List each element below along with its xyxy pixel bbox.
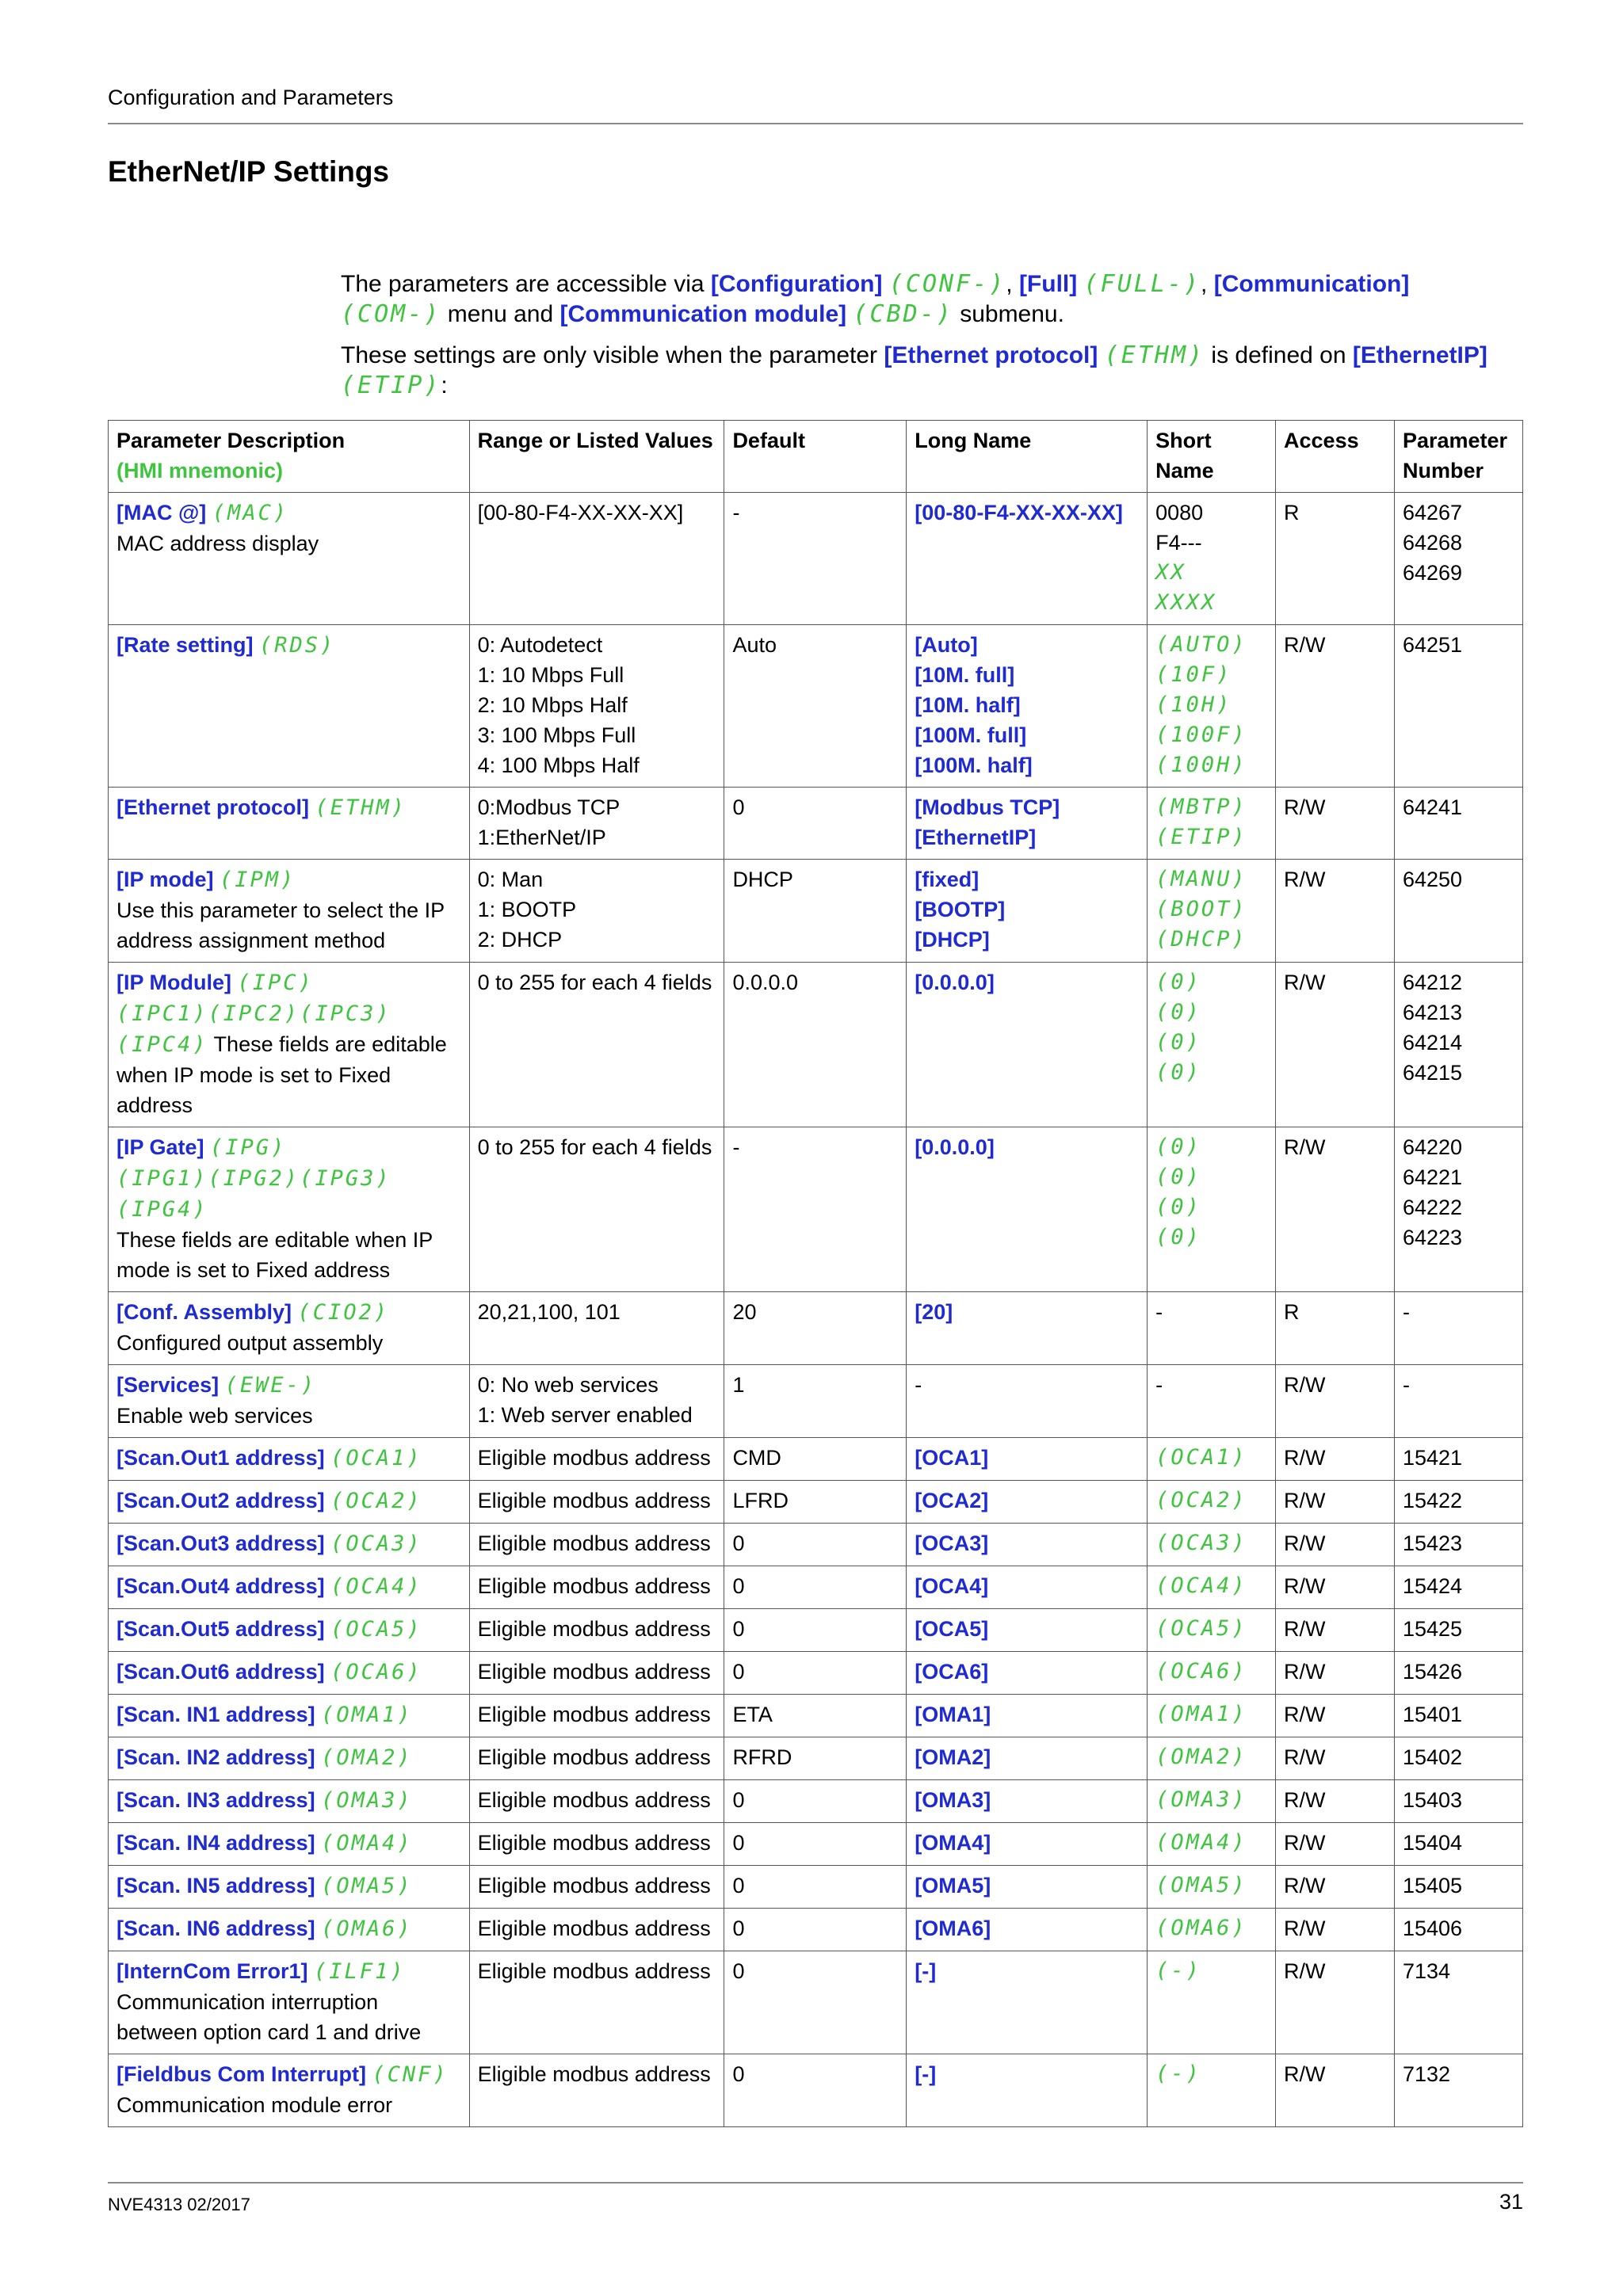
cell-parameter-number: 15406 xyxy=(1394,1909,1522,1951)
cell-long-name: [OMA1] xyxy=(907,1695,1148,1737)
cell-description xyxy=(109,860,470,963)
cell-short-name xyxy=(1148,1127,1276,1292)
hmi-code-ethm: (ETHM) xyxy=(1104,341,1205,369)
cell-short-name xyxy=(1148,493,1276,625)
short-name-hmi: (OCA1) xyxy=(1155,1445,1247,1470)
cell-long-name: [OCA2] xyxy=(907,1481,1148,1524)
intro-text-run: menu and xyxy=(441,301,560,327)
header-hmi-mnemonic: (HMI mnemonic) xyxy=(116,459,284,482)
cell-range: 20,21,100, 101 xyxy=(469,1292,724,1365)
cell-short-name xyxy=(1148,1481,1276,1524)
cell-long-name: [0.0.0.0] xyxy=(907,963,1148,1127)
cell-access: R/W xyxy=(1276,1127,1395,1292)
cell-description xyxy=(109,1823,470,1866)
cell-long-name: [OCA5] xyxy=(907,1609,1148,1652)
cell-default: - xyxy=(724,493,907,625)
cell-access: R/W xyxy=(1276,1438,1395,1481)
param-long-name: [Scan. IN6 address] xyxy=(116,1917,315,1940)
cell-long-name: [OMA2] xyxy=(907,1737,1148,1780)
param-hmi-code: (CNF) xyxy=(372,2062,449,2087)
menu-ref-communication: [Communication] xyxy=(1213,271,1410,297)
hmi-code-com: (COM-) xyxy=(341,300,441,328)
param-long-name: [Scan.Out3 address] xyxy=(116,1531,325,1555)
footer-document-reference: NVE4313 02/2017 xyxy=(108,2195,250,2214)
param-ref-ethernet-protocol: [Ethernet protocol] xyxy=(884,342,1098,368)
cell-range: Eligible modbus address xyxy=(469,1566,724,1609)
cell-access: R/W xyxy=(1276,1566,1395,1609)
param-hmi-code-fields: (IPG1)(IPG2)(IPG3) xyxy=(116,1166,391,1191)
intro-paragraph-access xyxy=(341,269,1514,330)
param-hmi-code: (OCA3) xyxy=(330,1531,422,1556)
short-name-plain: - xyxy=(1155,1300,1163,1324)
hmi-code-conf: (CONF-) xyxy=(888,270,1006,298)
cell-range: 0: Man 1: BOOTP 2: DHCP xyxy=(469,860,724,963)
hmi-code-full: (FULL-) xyxy=(1083,270,1201,298)
cell-access: R/W xyxy=(1276,1823,1395,1866)
short-name-plain: 0080 F4--- xyxy=(1155,501,1204,555)
cell-range: Eligible modbus address xyxy=(469,1951,724,2054)
cell-default: 1 xyxy=(724,1365,907,1438)
header-description: Parameter Description (HMI mnemonic) xyxy=(109,421,470,493)
cell-default: 0 xyxy=(724,1524,907,1566)
intro-text-run: , xyxy=(1006,271,1019,297)
cell-description xyxy=(109,1481,470,1524)
cell-access: R/W xyxy=(1276,1365,1395,1438)
param-hmi-code-fields: (IPG4) xyxy=(116,1197,208,1222)
table-row xyxy=(109,2054,1523,2127)
short-name-hmi: (MANU) (BOOT) (DHCP) xyxy=(1155,867,1247,952)
cell-description xyxy=(109,963,470,1127)
page-header-section: Configuration and Parameters xyxy=(108,86,394,109)
table-row xyxy=(109,963,1523,1127)
cell-description xyxy=(109,1524,470,1566)
cell-access: R/W xyxy=(1276,1951,1395,2054)
cell-parameter-number: 7132 xyxy=(1394,2054,1522,2127)
param-long-name: [Scan.Out5 address] xyxy=(116,1617,325,1641)
param-long-name: [Scan. IN3 address] xyxy=(116,1788,315,1812)
param-long-name: [Fieldbus Com Interrupt] xyxy=(116,2062,366,2086)
cell-access: R/W xyxy=(1276,1524,1395,1566)
param-description: MAC address display xyxy=(116,532,319,555)
cell-parameter-number: 15426 xyxy=(1394,1652,1522,1695)
cell-long-name: [OMA4] xyxy=(907,1823,1148,1866)
intro-paragraph-visibility xyxy=(341,341,1514,401)
cell-long-name: [20] xyxy=(907,1292,1148,1365)
cell-short-name xyxy=(1148,625,1276,788)
table-row xyxy=(109,1481,1523,1524)
cell-short-name xyxy=(1148,1695,1276,1737)
cell-default: 0 xyxy=(724,788,907,860)
param-hmi-code: (MAC) xyxy=(212,501,289,525)
table-header-row xyxy=(109,421,1523,493)
param-description: These fields are editable when IP mode is set to Fixed address xyxy=(116,1228,433,1282)
table-row xyxy=(109,1737,1523,1780)
cell-access: R/W xyxy=(1276,1909,1395,1951)
cell-parameter-number: 15421 xyxy=(1394,1438,1522,1481)
param-long-name: [Rate setting] xyxy=(116,633,254,657)
cell-short-name xyxy=(1148,1951,1276,2054)
cell-long-name: [00-80-F4-XX-XX-XX] xyxy=(907,493,1148,625)
cell-long-name: [OMA3] xyxy=(907,1780,1148,1823)
param-description: Communication interruption between option card 1 and drive xyxy=(116,1990,422,2044)
cell-parameter-number: 7134 xyxy=(1394,1951,1522,2054)
short-name-hmi: (MBTP) (ETIP) xyxy=(1155,795,1247,849)
cell-long-name: [OMA6] xyxy=(907,1909,1148,1951)
param-long-name: [MAC @] xyxy=(116,501,207,524)
table-row xyxy=(109,1951,1523,2054)
cell-short-name xyxy=(1148,1438,1276,1481)
cell-description xyxy=(109,1780,470,1823)
cell-default: 0 xyxy=(724,1951,907,2054)
cell-range: Eligible modbus address xyxy=(469,1866,724,1909)
cell-default: ETA xyxy=(724,1695,907,1737)
cell-parameter-number: 64212 64213 64214 64215 xyxy=(1394,963,1522,1127)
cell-access: R xyxy=(1276,1292,1395,1365)
cell-default: 0 xyxy=(724,1652,907,1695)
table-row xyxy=(109,1652,1523,1695)
cell-short-name xyxy=(1148,1737,1276,1780)
param-long-name: [Scan. IN5 address] xyxy=(116,1874,315,1897)
param-long-name: [Scan.Out1 address] xyxy=(116,1446,325,1470)
cell-default: 0 xyxy=(724,1866,907,1909)
param-hmi-code: (ETHM) xyxy=(315,795,407,820)
table-row xyxy=(109,1292,1523,1365)
param-hmi-code: (EWE-) xyxy=(224,1373,317,1398)
menu-ref-communication-module: [Communication module] xyxy=(559,301,847,327)
cell-description xyxy=(109,1292,470,1365)
cell-default: RFRD xyxy=(724,1737,907,1780)
short-name-hmi: (OMA6) xyxy=(1155,1916,1247,1940)
short-name-hmi: (OMA1) xyxy=(1155,1702,1247,1726)
page-title: EtherNet/IP Settings xyxy=(108,155,390,188)
cell-parameter-number: 64251 xyxy=(1394,625,1522,788)
short-name-plain: - xyxy=(1155,1373,1163,1397)
param-hmi-code: (OMA5) xyxy=(321,1874,413,1898)
short-name-hmi: (OMA3) xyxy=(1155,1787,1247,1812)
table-row xyxy=(109,1609,1523,1652)
header-long-name: Long Name xyxy=(907,421,1148,493)
cell-description xyxy=(109,1566,470,1609)
cell-short-name xyxy=(1148,1866,1276,1909)
param-hmi-code: (IPG) xyxy=(210,1135,287,1160)
cell-description xyxy=(109,1365,470,1438)
cell-description xyxy=(109,1652,470,1695)
param-description: Enable web services xyxy=(116,1404,313,1428)
table-row xyxy=(109,1566,1523,1609)
table-row xyxy=(109,1127,1523,1292)
param-hmi-code: (CIO2) xyxy=(297,1300,390,1325)
param-hmi-code: (OMA4) xyxy=(321,1831,413,1855)
cell-short-name xyxy=(1148,1823,1276,1866)
cell-parameter-number: 15403 xyxy=(1394,1780,1522,1823)
param-hmi-code: (OMA3) xyxy=(321,1788,413,1813)
cell-range: Eligible modbus address xyxy=(469,1909,724,1951)
intro-text-run: is defined on xyxy=(1205,342,1353,368)
short-name-hmi: (0) (0) (0) (0) xyxy=(1155,970,1201,1085)
cell-description xyxy=(109,1695,470,1737)
param-long-name: [IP Module] xyxy=(116,971,231,994)
cell-default: LFRD xyxy=(724,1481,907,1524)
param-description: Communication module error xyxy=(116,2093,393,2117)
short-name-hmi: (OCA4) xyxy=(1155,1573,1247,1598)
cell-description xyxy=(109,2054,470,2127)
param-long-name: [Services] xyxy=(116,1373,220,1397)
cell-access: R/W xyxy=(1276,1609,1395,1652)
param-hmi-code: (OCA1) xyxy=(330,1446,422,1470)
footer-page-number: 31 xyxy=(1499,2190,1523,2214)
cell-description xyxy=(109,1866,470,1909)
cell-description xyxy=(109,625,470,788)
cell-default: 0 xyxy=(724,1609,907,1652)
cell-parameter-number: 15423 xyxy=(1394,1524,1522,1566)
cell-parameter-number: 15425 xyxy=(1394,1609,1522,1652)
cell-access: R xyxy=(1276,493,1395,625)
hmi-code-cbd: (CBD-) xyxy=(853,300,953,328)
cell-description xyxy=(109,1438,470,1481)
cell-short-name xyxy=(1148,1524,1276,1566)
table-row xyxy=(109,1524,1523,1566)
intro-text-run: These settings are only visible when the parameter xyxy=(341,342,884,368)
cell-parameter-number: 15402 xyxy=(1394,1737,1522,1780)
param-long-name: [Scan.Out6 address] xyxy=(116,1660,325,1684)
cell-short-name xyxy=(1148,1365,1276,1438)
cell-description xyxy=(109,1951,470,2054)
cell-default: 0 xyxy=(724,1909,907,1951)
param-long-name: [IP Gate] xyxy=(116,1135,204,1159)
cell-long-name: [0.0.0.0] xyxy=(907,1127,1148,1292)
header-range: Range or Listed Values xyxy=(469,421,724,493)
cell-long-name: [-] xyxy=(907,2054,1148,2127)
short-name-hmi: (OCA3) xyxy=(1155,1531,1247,1555)
param-hmi-code: (OCA6) xyxy=(330,1660,422,1684)
table-row xyxy=(109,1823,1523,1866)
param-hmi-code-fields: (IPC1)(IPC2)(IPC3) xyxy=(116,1001,391,1026)
param-long-name: [Scan. IN2 address] xyxy=(116,1745,315,1769)
cell-short-name xyxy=(1148,788,1276,860)
table-body xyxy=(109,493,1523,2127)
cell-range: Eligible modbus address xyxy=(469,1524,724,1566)
cell-short-name xyxy=(1148,1652,1276,1695)
cell-description xyxy=(109,493,470,625)
table-row xyxy=(109,1438,1523,1481)
cell-long-name: [Auto] [10M. full] [10M. half] [100M. full] [100M. half] xyxy=(907,625,1148,788)
table-row xyxy=(109,860,1523,963)
param-hmi-code: (OMA6) xyxy=(321,1917,413,1941)
cell-short-name xyxy=(1148,2054,1276,2127)
cell-default: 0.0.0.0 xyxy=(724,963,907,1127)
cell-range: 0:Modbus TCP 1:EtherNet/IP xyxy=(469,788,724,860)
cell-default: 20 xyxy=(724,1292,907,1365)
cell-default: 0 xyxy=(724,1780,907,1823)
param-hmi-code-fields: (IPC4) xyxy=(116,1032,208,1057)
cell-long-name: [Modbus TCP] [EthernetIP] xyxy=(907,788,1148,860)
cell-description xyxy=(109,1127,470,1292)
table-row xyxy=(109,1866,1523,1909)
cell-access: R/W xyxy=(1276,1866,1395,1909)
intro-text-run: , xyxy=(1201,271,1214,297)
param-long-name: [Scan. IN4 address] xyxy=(116,1831,315,1855)
cell-range: Eligible modbus address xyxy=(469,1737,724,1780)
menu-ref-configuration: [Configuration] xyxy=(710,271,883,297)
short-name-hmi: (OMA5) xyxy=(1155,1873,1247,1897)
cell-long-name: [OCA3] xyxy=(907,1524,1148,1566)
header-divider xyxy=(108,123,1523,124)
cell-long-name: [OCA4] xyxy=(907,1566,1148,1609)
cell-short-name xyxy=(1148,1909,1276,1951)
cell-parameter-number: 64250 xyxy=(1394,860,1522,963)
cell-short-name xyxy=(1148,1609,1276,1652)
cell-description xyxy=(109,1909,470,1951)
cell-default: 0 xyxy=(724,2054,907,2127)
table-row xyxy=(109,625,1523,788)
cell-description xyxy=(109,1609,470,1652)
cell-parameter-number: - xyxy=(1394,1365,1522,1438)
cell-access: R/W xyxy=(1276,963,1395,1127)
param-long-name: [IP mode] xyxy=(116,868,214,891)
intro-text-run: submenu. xyxy=(953,301,1064,327)
param-long-name: [Scan.Out4 address] xyxy=(116,1574,325,1598)
cell-access: R/W xyxy=(1276,860,1395,963)
cell-range: Eligible modbus address xyxy=(469,1695,724,1737)
cell-short-name xyxy=(1148,1780,1276,1823)
cell-parameter-number: 15424 xyxy=(1394,1566,1522,1609)
short-name-hmi: (-) xyxy=(1155,2061,1201,2086)
cell-short-name xyxy=(1148,860,1276,963)
cell-range: 0 to 255 for each 4 fields xyxy=(469,963,724,1127)
cell-range: Eligible modbus address xyxy=(469,2054,724,2127)
cell-description xyxy=(109,1737,470,1780)
hmi-code-etip: (ETIP) xyxy=(341,372,441,399)
value-ref-ethernetip: [EthernetIP] xyxy=(1352,342,1487,368)
short-name-hmi: (OMA4) xyxy=(1155,1830,1247,1855)
cell-access: R/W xyxy=(1276,2054,1395,2127)
header-access: Access xyxy=(1276,421,1395,493)
intro-text-run: : xyxy=(441,372,448,399)
cell-range: Eligible modbus address xyxy=(469,1652,724,1695)
cell-short-name xyxy=(1148,963,1276,1127)
param-hmi-code: (RDS) xyxy=(259,633,336,658)
cell-range: [00-80-F4-XX-XX-XX] xyxy=(469,493,724,625)
param-hmi-code: (OMA2) xyxy=(321,1745,413,1770)
short-name-hmi: (OCA5) xyxy=(1155,1616,1247,1641)
cell-access: R/W xyxy=(1276,1652,1395,1695)
cell-default: 0 xyxy=(724,1823,907,1866)
intro-text xyxy=(341,269,1514,412)
cell-default: - xyxy=(724,1127,907,1292)
cell-range: Eligible modbus address xyxy=(469,1609,724,1652)
cell-range: Eligible modbus address xyxy=(469,1438,724,1481)
param-hmi-code: (OMA1) xyxy=(321,1703,413,1727)
cell-range: 0: Autodetect 1: 10 Mbps Full 2: 10 Mbps Half 3: 100 Mbps Full 4: 100 Mbps Half xyxy=(469,625,724,788)
intro-text-run: The parameters are accessible via xyxy=(341,271,711,297)
cell-description xyxy=(109,788,470,860)
cell-long-name: [fixed] [BOOTP] [DHCP] xyxy=(907,860,1148,963)
cell-access: R/W xyxy=(1276,788,1395,860)
cell-default: DHCP xyxy=(724,860,907,963)
header-parameter-number: Parameter Number xyxy=(1394,421,1522,493)
cell-access: R/W xyxy=(1276,1737,1395,1780)
param-hmi-code: (IPC) xyxy=(237,971,314,995)
cell-range: 0: No web services 1: Web server enabled xyxy=(469,1365,724,1438)
cell-parameter-number: 15405 xyxy=(1394,1866,1522,1909)
short-name-hmi: (OCA2) xyxy=(1155,1488,1247,1512)
param-hmi-code: (OCA2) xyxy=(330,1489,422,1513)
cell-long-name: [OMA5] xyxy=(907,1866,1148,1909)
param-description: Configured output assembly xyxy=(116,1331,384,1355)
table-row xyxy=(109,788,1523,860)
table-row xyxy=(109,1780,1523,1823)
short-name-hmi: XX XXXX xyxy=(1155,560,1217,615)
cell-parameter-number: 64267 64268 64269 xyxy=(1394,493,1522,625)
param-long-name: [Ethernet protocol] xyxy=(116,795,309,819)
table-row xyxy=(109,493,1523,625)
cell-range: 0 to 255 for each 4 fields xyxy=(469,1127,724,1292)
param-long-name: [Conf. Assembly] xyxy=(116,1300,292,1324)
param-long-name: [Scan.Out2 address] xyxy=(116,1489,325,1512)
param-hmi-code: (ILF1) xyxy=(314,1959,406,1984)
cell-parameter-number: 15422 xyxy=(1394,1481,1522,1524)
param-hmi-code: (IPM) xyxy=(220,868,296,892)
menu-ref-full: [Full] xyxy=(1018,271,1078,297)
cell-default: 0 xyxy=(724,1566,907,1609)
cell-range: Eligible modbus address xyxy=(469,1780,724,1823)
param-description: Use this parameter to select the IP address assignment method xyxy=(116,898,445,952)
short-name-hmi: (0) (0) (0) (0) xyxy=(1155,1135,1201,1249)
short-name-hmi: (OCA6) xyxy=(1155,1659,1247,1684)
cell-access: R/W xyxy=(1276,1695,1395,1737)
short-name-hmi: (AUTO) (10F) (10H) (100F) (100H) xyxy=(1155,632,1247,777)
short-name-hmi: (OMA2) xyxy=(1155,1745,1247,1769)
cell-access: R/W xyxy=(1276,625,1395,788)
footer-divider xyxy=(108,2182,1523,2183)
param-long-name: [InternCom Error1] xyxy=(116,1959,308,1983)
table-row xyxy=(109,1365,1523,1438)
cell-parameter-number: 15401 xyxy=(1394,1695,1522,1737)
cell-parameter-number: 64241 xyxy=(1394,788,1522,860)
cell-long-name: [OCA6] xyxy=(907,1652,1148,1695)
header-default: Default xyxy=(724,421,907,493)
cell-default: Auto xyxy=(724,625,907,788)
param-hmi-code: (OCA5) xyxy=(330,1617,422,1642)
parameter-table xyxy=(108,420,1523,2127)
param-description: These fields are editable when IP mode is set to Fixed address xyxy=(116,1032,447,1117)
cell-short-name xyxy=(1148,1566,1276,1609)
cell-short-name xyxy=(1148,1292,1276,1365)
table-row xyxy=(109,1909,1523,1951)
cell-parameter-number: - xyxy=(1394,1292,1522,1365)
cell-long-name: [-] xyxy=(907,1951,1148,2054)
cell-range: Eligible modbus address xyxy=(469,1823,724,1866)
cell-range: Eligible modbus address xyxy=(469,1481,724,1524)
cell-default: CMD xyxy=(724,1438,907,1481)
cell-long-name: [OCA1] xyxy=(907,1438,1148,1481)
param-hmi-code: (OCA4) xyxy=(330,1574,422,1599)
cell-parameter-number: 15404 xyxy=(1394,1823,1522,1866)
cell-access: R/W xyxy=(1276,1780,1395,1823)
cell-long-name: - xyxy=(907,1365,1148,1438)
header-short-name: Short Name xyxy=(1148,421,1276,493)
param-long-name: [Scan. IN1 address] xyxy=(116,1703,315,1726)
cell-parameter-number: 64220 64221 64222 64223 xyxy=(1394,1127,1522,1292)
table-row xyxy=(109,1695,1523,1737)
short-name-hmi: (-) xyxy=(1155,1958,1201,1983)
cell-access: R/W xyxy=(1276,1481,1395,1524)
